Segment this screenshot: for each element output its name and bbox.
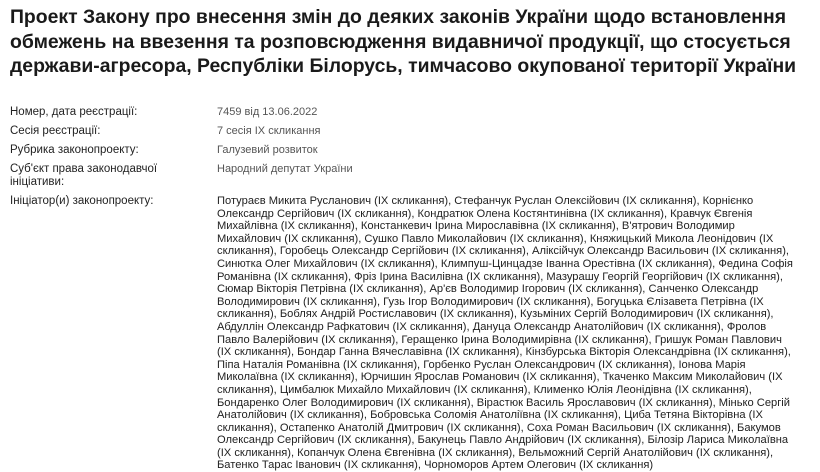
bill-title: Проект Закону про внесення змін до деяких законів України щодо встановлення обмежень на ввезення та розповсюдження видавничої продукції, що стосується держави-агресора, Республіки Білорусь, тимчасово окупованої території України [10,6,797,77]
field-label-session: Сесія реєстрації: [10,125,101,137]
field-value-rubric: Галузевий розвиток [217,144,318,156]
field-label-registration: Номер, дата реєстрації: [10,106,138,118]
field-label-initiators: Ініціатор(и) законопроекту: [10,195,154,207]
field-value-registration: 7459 від 13.06.2022 [217,106,318,118]
initiators-list: Потураєв Микита Русланович (IX скликання), Стефанчук Руслан Олексійович (IX скликання), Корнієнко Олександр Сергійович (IX скликання), Кондратюк Олена Костянтинівна (IX скликання), Кравчук Євгенія Михайлівна (IX скликання), Констанкевич Ірина Мирославівна (IX скликання), В'ятрович Володимир Михайлович (IX скликання), Сушко Павло Миколайович (IX скликання), Княжицький Микола Леонідович (IX скликання), Горобець Олександр Сергійович (IX скликання), Аліксійчук Олександр Васильович (IX скликання), Синютка Олег Михайлович (IX скликання), Климпуш-Цинцадзе Іванна Орестівна (IX скликання), Федина Софія Романівна (IX скликання), Фріз Ірина Василівна (IX скликання), Мазурашу Георгій Георгійович (IX скликання), Сюмар Вікторія Петрівна (IX скликання), Ар'єв Володимир Ігорович (IX скликання), Санченко Олександр Володимирович (IX скликання), Гузь Ігор Володимирович (IX скликання), Богуцька Єлізавета Петрівна (IX скликання), Боблях Андрій Ростиславович (IX скликання), Кузьміних Сергій Володимирович (IX скликання), Абдуллін Олександр Рафкатович (IX скликання), Дануца Олександр Анатолійович (IX скликання), Фролов Павло Валерійович (IX скликання), Геращенко Ірина Володимирівна (IX скликання), Гришук Роман Павлович (IX скликання), Бондар Ганна Вячеславівна (IX скликання), Кінзбурська Вікторія Олександрівна (IX скликання), Піпа Наталія Романівна (IX скликання), Горбенко Руслан Олександрович (IX скликання), Іонова Марія Миколаївна (IX скликання), Юрчишин Ярослав Романович (IX скликання), Ткаченко Максим Миколайович (IX скликання), Цимбалюк Михайло Михайлович (IX скликання), Клименко Юлія Леонідівна (IX скликання), Бондаренко Олег Володимирович (IX скликання), Вірастюк Василь Ярославович (IX скликання), Мінько Сергій Анатолійович (IX скликання), Бобровська Соломія Анатоліївна (IX скликання), Циба Тетяна Вікторівна (IX скликання), Остапенко Анатолій Дмитрович (IX скликання), Соха Роман Васильович (IX скликання), Бакумов Олександр Сергійович (IX скликання), Бакунець Павло Андрійович (IX скликання), Білозір Лариса Миколаївна (IX скликання), Копанчук Олена Євгенівна (IX скликання), Вельможний Сергій Анатолійович (IX скликання), Батенко Тарас Іванович (IX скликання), Чорноморов Артем Олегович (IX скликання) [217,195,793,472]
field-value-session: 7 сесія IX скликання [217,125,321,137]
field-label-subject: Суб'єкт права законодавчої ініціативи: [10,163,158,188]
field-value-subject: Народний депутат України [217,163,353,175]
field-label-rubric: Рубрика законопроекту: [10,144,139,156]
